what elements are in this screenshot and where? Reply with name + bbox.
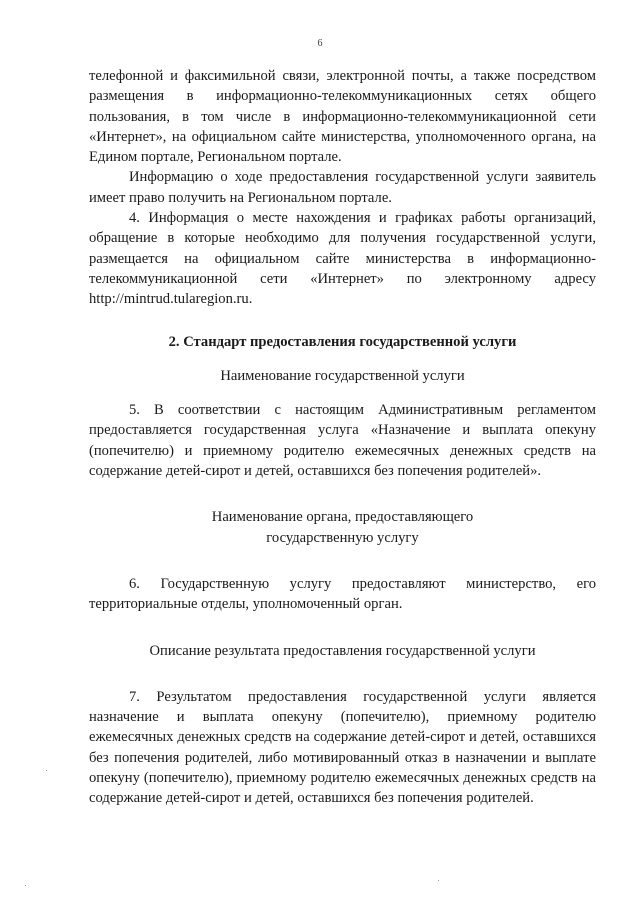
- organ-heading-line-1: Наименование органа, предоставляющего: [211, 509, 474, 526]
- paragraph-progress-info: Информацию о ходе предоставления государственной услуги заявитель имеет право получить на Региональном портале.: [89, 169, 596, 206]
- service-name-heading: Наименование государственной услуги: [220, 367, 465, 384]
- page-number: 6: [317, 38, 323, 49]
- paragraph-5: 5. В соответствии с настоящим Административным регламентом предоставляется государственная услуга «Назначение и выплата опекуну (попечителю) и приемному родителю ежемесячных денежных средств на содержание детей-сирот и детей, оставшихся без попечения родителей».: [89, 402, 596, 480]
- paragraph-7: 7. Результатом предоставления государственной услуги является назначение и выплата опекуну (попечителю), приемному родителю ежемесячных денежных средств на содержание детей-сирот и детей, оставшихся без попечения родителей, либо мотивированный отказ в назначении и выплате опекуну (попечителю), приемному родителю ежемесячных денежных средств на содержание детей-сирот и детей, оставшихся без попечения родителей.: [89, 688, 596, 807]
- scan-speck: [46, 770, 47, 771]
- document-body: [89, 66, 596, 809]
- section-2-title: 2. Стандарт предоставления государственной услуги: [168, 333, 517, 350]
- scan-speck: [25, 885, 26, 886]
- paragraph-contacts: телефонной и факсимильной связи, электронной почты, а также посредством размещения в информационно-телекоммуникационных сетях общего пользования, в том числе в информационно-телекоммуникационной сети «Интернет», на официальном сайте министерства, уполномоченного органа, на Едином портале, Региональном портале.: [89, 68, 596, 166]
- paragraph-6: 6. Государственную услугу предоставляют министерство, его территориальные отделы, уполномоченный орган.: [89, 575, 596, 613]
- organ-heading-line-2: государственную услугу: [266, 529, 419, 546]
- scan-speck: [438, 880, 439, 881]
- result-heading: Описание результата предоставления государственной услуги: [149, 642, 536, 659]
- paragraph-4: 4. Информация о месте нахождения и графиках работы организаций, обращение в которые необходимо для получения государственной услуги, размещается на официальном сайте министерства в информационно-телекоммуникационной сети «Интернет» по электронному адресу http://mintrud.tularegion.ru.: [89, 210, 596, 308]
